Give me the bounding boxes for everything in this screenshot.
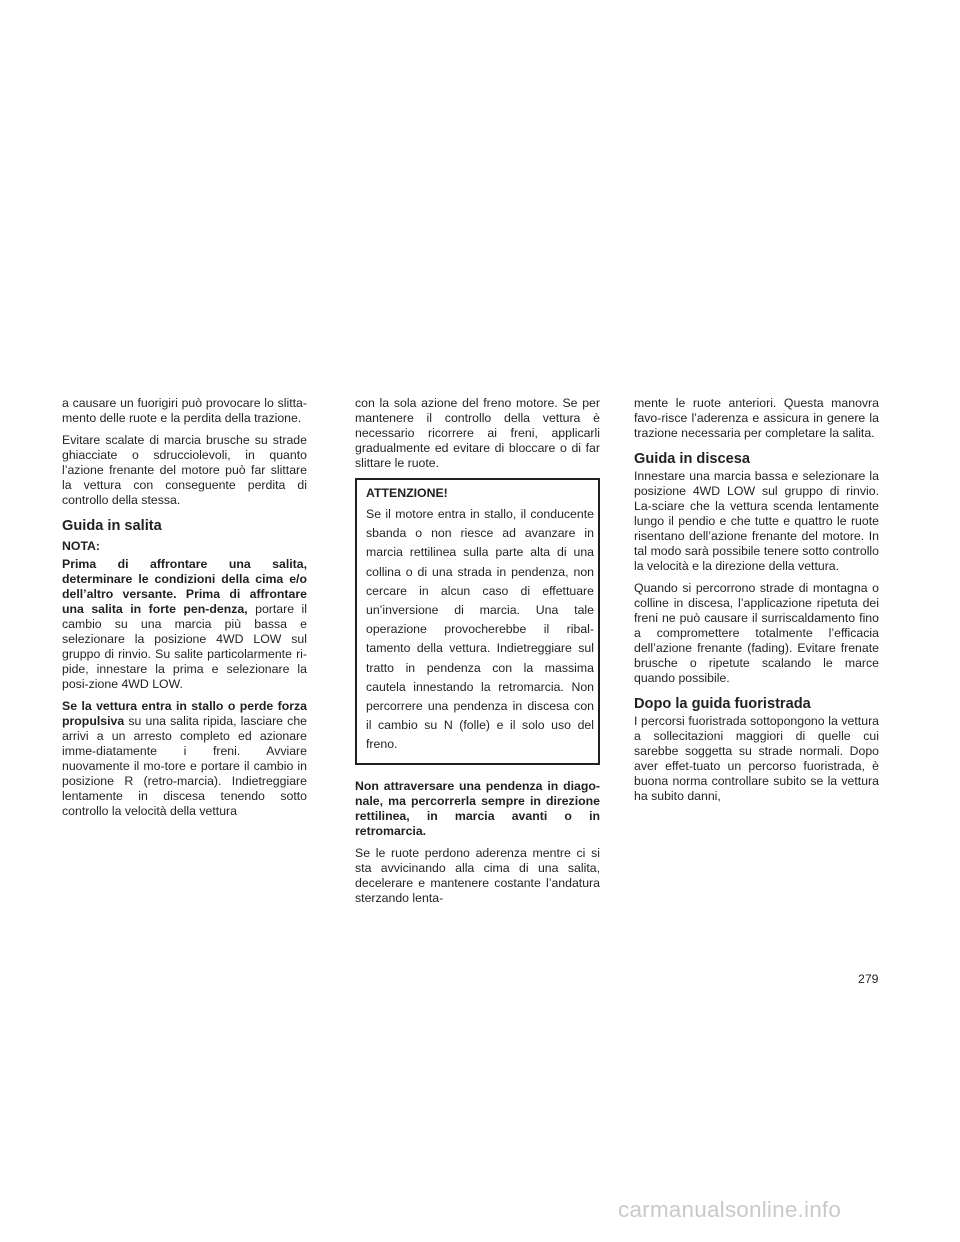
- paragraph: [62, 699, 307, 819]
- stall-text: su una salita ripida, lasciare che arrivi a un arresto completo ed azionare imme-diatamente i freni. Avviare nuovamente il mo-tore e portare il cambio in posizione R (retro-marcia). Indietreggiare lentamente in discesa tenendo sotto controllo la velocità della vettura: [62, 714, 307, 818]
- note-paragraph: [62, 557, 307, 692]
- column-middle: [355, 396, 600, 913]
- warning-box: [355, 478, 600, 765]
- bold-paragraph: Non attraversare una pendenza in diago-nale, ma percorrerla sempre in direzione rettilinea, in marcia avanti o in retromarcia.: [355, 778, 600, 838]
- section-heading-guida-in-discesa: Guida in discesa: [634, 451, 750, 467]
- paragraph: mente le ruote anteriori. Questa manovra favo-risce l’aderenza e assicura in genere la trazione necessaria per completare la salita.: [634, 396, 879, 440]
- stall-bold-text: Se la vettura entra in stallo o perde forza propulsiva: [62, 699, 307, 728]
- column-left: [62, 396, 307, 826]
- page-number: 279: [858, 972, 879, 986]
- section-heading-dopo-la-guida-fuoristrada: Dopo la guida fuoristrada: [634, 696, 811, 712]
- paragraph: con la sola azione del freno motore. Se per mantenere il controllo della vettura è necessario ricorrere ai freni, applicarli gradualmente ed evitare di bloccare o di far slittare le ruote.: [355, 396, 600, 470]
- note-text: portare il cambio su una marcia più bassa e selezionare la posizione 4WD LOW sul gruppo di rinvio. Su salite particolarmente ri-pide, innestare la prima e selezionare la posi-zione 4WD LOW.: [62, 602, 307, 691]
- watermark: carmanualsonline.info: [618, 1197, 842, 1222]
- paragraph: Evitare scalate di marcia brusche su strade ghiacciate o sdrucciolevoli, in quanto l’azione frenante del motore può far slittare la vettura con conseguente perdita di controllo della stessa.: [62, 433, 307, 507]
- note-label: NOTA:: [62, 539, 101, 553]
- warning-title: ATTENZIONE!: [366, 486, 448, 500]
- column-right: [634, 396, 879, 811]
- paragraph: Quando si percorrono strade di montagna o colline in discesa, l’applicazione ripetuta dei freni ne può causare il surriscaldamento fino a compromettere totalmente l’efficacia dell’azione frenante (fading). Evitare frenate brusche o ripetute scalando le marce quando possibile.: [634, 581, 879, 685]
- paragraph: Se le ruote perdono aderenza mentre ci si sta avvicinando alla cima di una salita, decelerare e mantenere costante l’andatura sterzando lenta-: [355, 845, 600, 905]
- warning-body: Se il motore entra in stallo, il conducente sbanda o non riesce ad avanzare in marcia rettilinea sulla parte alta di una collina o di una strada in pendenza, non cercare in alcun caso di effettuare un’inversione di marcia. Una tale operazione provocherebbe il ribal-tamento della vettura. Indietreggiare sul tratto in pendenza con la massima cautela innestando la retromarcia. Non percorrere una pendenza in discesa con il cambio su N (folle) e il solo uso del freno.: [366, 507, 594, 752]
- paragraph: a causare un fuorigiri può provocare lo slitta-mento delle ruote e la perdita della trazione.: [62, 396, 307, 425]
- paragraph: I percorsi fuoristrada sottopongono la vettura a sollecitazioni maggiori di quelle cui sarebbe soggetta su strade normali. Dopo aver effet-tuato un percorso fuoristrada, è buona norma controllare subito se la vettura ha subito danni,: [634, 714, 879, 803]
- note-bold-text: Prima di affrontare una salita, determinare le condizioni della cima e/o dell’altro versante. Prima di affrontare una salita in forte pen-denza,: [62, 557, 307, 616]
- section-heading-guida-in-salita: Guida in salita: [62, 518, 162, 534]
- paragraph: Innestare una marcia bassa e selezionare la posizione 4WD LOW sul gruppo di rinvio. La-sciare che la vettura scenda lentamente lungo il pendio e che tutte e quattro le ruote risentano dell’azione frenante del motore. In tal modo sarà possibile tenere sotto controllo la velocità e la direzione della vettura.: [634, 469, 879, 573]
